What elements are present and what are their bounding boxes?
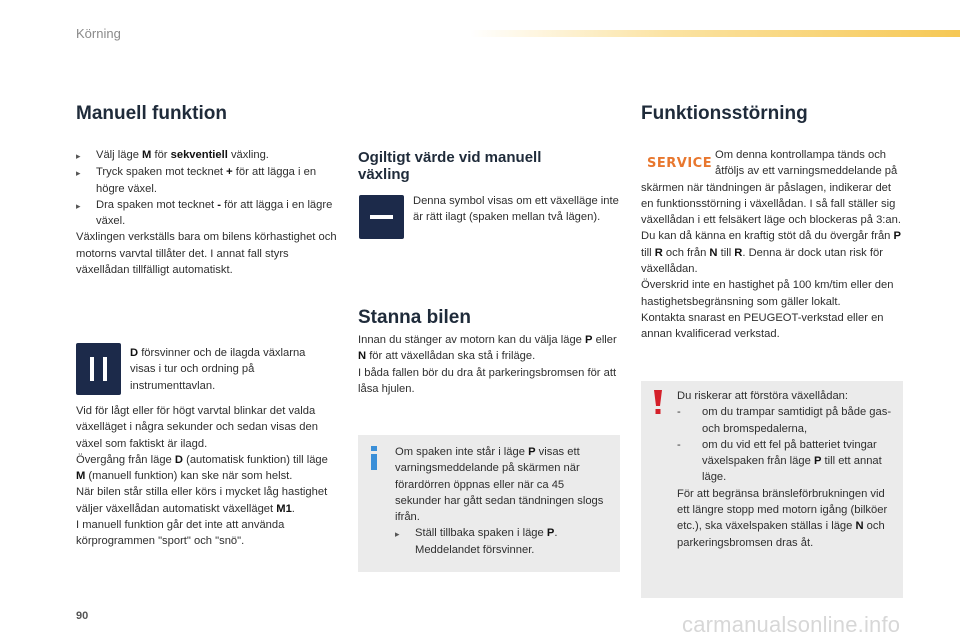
section-heading-malfunction: Funktionsstörning [641, 103, 808, 124]
bullet-arrow-icon: ▸ [76, 151, 81, 161]
section-heading-manual: Manuell funktion [76, 103, 227, 124]
warning-box [641, 381, 903, 598]
bullet-arrow-icon: ▸ [395, 529, 400, 540]
info-text: Om spaken inte står i läge P visas ett varningsmeddelande på skärmen när förardörren öppnas eller när ca 45 sekunder har gått sedan tändningen slogs ifrån. ▸ Ställ tillbaka spaken i läge P. Meddelandet försvinner. [395, 444, 611, 558]
manual-note: Växlingen verkställs bara om bilens körhastighet och motorns varvtal tillåter det. I annat fall styrs växellådan tillfälligt automatiskt. [76, 231, 337, 277]
header-decor-bar [470, 30, 960, 37]
malfunction-text: Om denna kontrollampa tänds och åtföljs av ett varningsmeddelande på skärmen när tändningen är påslagen, indikerar det en funktionsstörning i växellådan. I så fall ställer sig växellådan i ett felsäkert läge och blockeras på 3:an. Du kan då känna en kraftig stöt då du övergår från P till R och från N till R. Denna är dock utan risk för växellådan. Överskrid inte en hastighet på 100 km/tim eller den hastighetsbegränsning som gäller lokalt. Kontakta snarast en PEUGEOT-verkstad eller en annan kvalificerad verkstad. [641, 149, 901, 341]
gear-indicator-text: D försvinner och de ilagda växlarna visas i tur och ordning på instrumenttavlan. [130, 347, 306, 392]
stop-paragraph: Innan du stänger av motorn kan du välja läge P eller N för att växellådan ska stå i friläge. I båda fallen bör du dra åt parkeringsbromsen för att låsa hjulen. [358, 334, 617, 395]
dash-symbol-icon [359, 195, 404, 239]
manual-details: Vid för lågt eller för högt varvtal blinkar det valda växelläget i några sekunder och sedan visas den växel som faktiskt är ilagd. Övergång från läge D (automatisk funktion) till läge M (manuell funktion) kan ske när som helst. När bilen står stilla eller körs i mycket låg hastighet väljer växellådan automatiskt växelläget M1. I manuell funktion går det inte att använda körprogrammen "sport" och "snö". [76, 405, 328, 548]
service-label: SERVICE [647, 156, 713, 171]
warning-dash-item: - om du vid ett fel på batteriet tvingar växelspaken från läge P till ett annat läge. [677, 438, 882, 484]
dash-symbol-text: Denna symbol visas om ett växelläge inte är rätt ilagt (spaken mellan två lägen). [413, 195, 619, 224]
bullet-arrow-icon: ▸ [76, 168, 81, 179]
bullet-arrow-icon: ▸ [76, 200, 81, 211]
gear-indicator-icon [76, 343, 121, 395]
bullet-item: ▸ Dra spaken mot tecknet - för att lägga i en lägre växel. [76, 197, 338, 230]
section-heading-stop: Stanna bilen [358, 307, 471, 328]
bullet-item: ▸ Tryck spaken mot tecknet + för att lägga i en högre växel. [76, 164, 338, 197]
info-bullet: ▸ Ställ tillbaka spaken i läge P. Meddelandet försvinner. [395, 525, 611, 558]
info-box [358, 435, 620, 572]
subheading-invalid-gear: Ogiltigt värde vid manuell växling [358, 149, 542, 183]
page-number: 90 [76, 610, 89, 622]
bullet-item: ▸ Välj läge M för sekventiell växling. [76, 147, 338, 164]
exclamation-icon [652, 390, 664, 421]
watermark: carmanualsonline.info [682, 612, 901, 637]
manual-bullets [76, 147, 338, 278]
info-icon [366, 446, 382, 475]
warning-text: Du riskerar att förstöra växellådan: - om du trampar samtidigt på både gas- och bromspedalerna, - om du vid ett fel på batteriet tvingar växelspaken från läge P till ett annat läge. För att begränsa bränsleförbrukningen vid ett längre stopp med motorn igång (bilköer etc.), ska växelspaken ställas i läge N och parkeringsbromsen dras åt. [677, 388, 897, 551]
warning-dash-item: - om du trampar samtidigt på både gas- och bromspedalerna, [677, 406, 892, 435]
chapter-title: Körning [76, 26, 121, 41]
